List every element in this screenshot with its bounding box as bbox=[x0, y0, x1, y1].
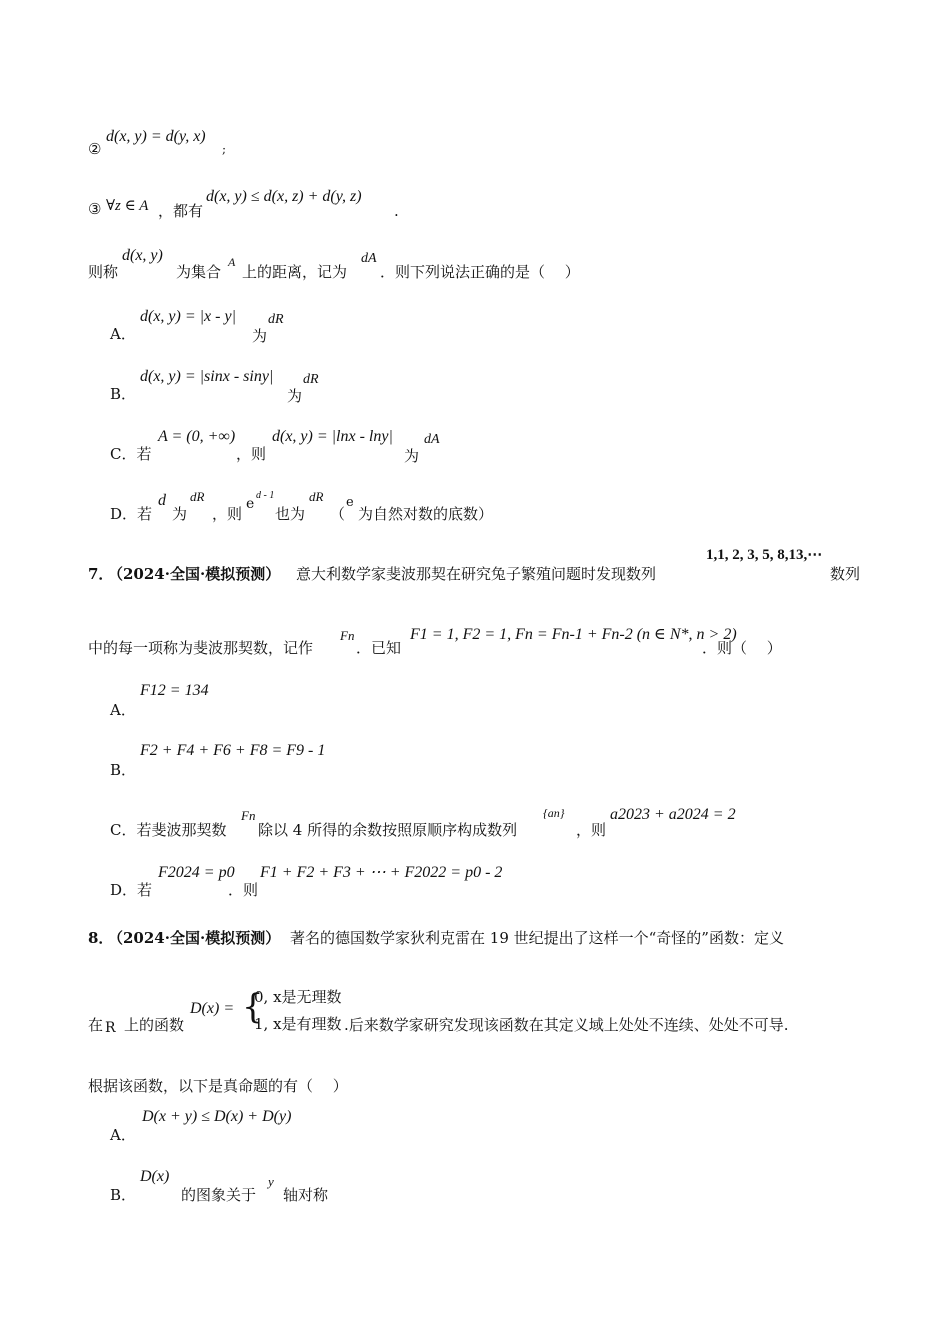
item-3-quantifier: ∀z ∈ A bbox=[106, 198, 149, 214]
q8-function-name: D(x) = bbox=[190, 1000, 235, 1017]
q8-option-b-label: B． bbox=[110, 1186, 137, 1204]
q8-text: 著名的德国数学家狄利克雷在 19 世纪提出了这样一个“奇怪的”函数：定义 bbox=[290, 929, 784, 947]
q7-number: 7． bbox=[88, 565, 114, 583]
q6-option-b-symbol: dR bbox=[303, 372, 319, 387]
q8-case-rational: 1, x是有理数 bbox=[254, 1015, 342, 1033]
q7-fn-symbol: Fn bbox=[340, 628, 355, 643]
q7-option-a-label: A． bbox=[110, 701, 136, 719]
q6-option-c-text: ，则 bbox=[236, 445, 267, 463]
item-2-marker: ② bbox=[88, 140, 102, 158]
item-2-semicolon: ; bbox=[222, 142, 227, 156]
q6-stem-question: ．则下列说法正确的是（ ） bbox=[380, 263, 580, 281]
q6-option-c-formula: d(x, y) = |lnx - lny| bbox=[272, 428, 393, 445]
q6-option-d-base: e bbox=[246, 496, 255, 512]
item-2-formula: d(x, y) = d(y, x) bbox=[106, 128, 206, 145]
item-3-text: ，都有 bbox=[158, 202, 204, 220]
q6-option-a-label: A． bbox=[110, 325, 136, 343]
q6-option-b-formula: d(x, y) = |sinx - siny| bbox=[140, 368, 274, 385]
q8-option-a-label: A． bbox=[110, 1126, 136, 1144]
item-3-marker: ③ bbox=[88, 200, 102, 218]
q7-recurrence-formula: F1 = 1, F2 = 1, Fn = Fn-1 + Fn-2 (n ∈ N*, n > 2) bbox=[410, 626, 737, 643]
q6-option-c-domain: A = (0, +∞) bbox=[158, 428, 236, 445]
q6-stem-text: 则称 bbox=[88, 263, 119, 281]
q7-option-d-text: ．则 bbox=[228, 881, 259, 899]
q7-option-d-formula: F1 + F2 + F3 + ⋯ + F2022 = p0 - 2 bbox=[260, 864, 503, 881]
q6-option-d-label: D．若 bbox=[110, 505, 153, 523]
q7-option-a-formula: F12 = 134 bbox=[140, 682, 209, 699]
q7-option-d-condition: F2024 = p0 bbox=[158, 864, 235, 881]
q6-option-a-symbol: dR bbox=[268, 312, 284, 327]
q6-option-b-text: 为 bbox=[287, 387, 303, 405]
q8-source: （2024·全国·模拟预测） bbox=[108, 929, 281, 947]
q8-number: 8． bbox=[88, 929, 114, 947]
q7-text: 意大利数学家斐波那契在研究兔子繁殖问题时发现数列 bbox=[296, 565, 657, 583]
q8-option-a-formula: D(x + y) ≤ D(x) + D(y) bbox=[142, 1108, 292, 1125]
q6-option-d-note: （ bbox=[330, 505, 346, 523]
q8-text: 在 bbox=[88, 1016, 104, 1034]
q8-question: 根据该函数，以下是真命题的有（ ） bbox=[88, 1077, 348, 1095]
q6-option-d-text: ，则 bbox=[212, 505, 243, 523]
q7-source: （2024·全国·模拟预测） bbox=[108, 565, 281, 583]
q6-option-d-e: e bbox=[346, 495, 354, 510]
q8-piecewise-brace: { bbox=[242, 987, 264, 1027]
q7-option-c-text: ，则 bbox=[576, 821, 607, 839]
q7-question: ．则（ ） bbox=[702, 639, 782, 657]
q7-option-c-label: C．若斐波那契数 bbox=[110, 821, 227, 839]
q7-option-c-symbol: Fn bbox=[241, 808, 256, 823]
q6-stem-text: 为集合 bbox=[176, 263, 222, 281]
q8-option-b-axis: y bbox=[268, 1174, 274, 1189]
q8-text: .后来数学家研究发现该函数在其定义域上处处不连续、处处不可导. bbox=[344, 1016, 789, 1034]
q7-option-b-label: B． bbox=[110, 761, 137, 779]
q6-distance-symbol: dA bbox=[361, 251, 377, 266]
q6-option-d-symbol: d bbox=[158, 492, 166, 509]
q6-option-c-text: 为 bbox=[404, 447, 420, 465]
q6-option-d-text: 为 bbox=[172, 505, 188, 523]
q7-option-c-text: 除以 4 所得的余数按照原顺序构成数列 bbox=[258, 821, 518, 839]
q8-option-b-formula: D(x) bbox=[140, 1168, 170, 1185]
q7-text: ．已知 bbox=[356, 639, 402, 657]
q8-case-irrational: 0, x是无理数 bbox=[254, 988, 342, 1006]
q8-text: 上的函数 bbox=[124, 1016, 185, 1034]
item-3-period: . bbox=[394, 202, 399, 220]
q6-set-symbol: A bbox=[228, 255, 236, 269]
q8-option-b-text: 的图象关于 bbox=[181, 1186, 257, 1204]
q6-option-b-label: B． bbox=[110, 385, 137, 403]
q6-option-a-text: 为 bbox=[252, 327, 268, 345]
item-3-formula: d(x, y) ≤ d(x, z) + d(y, z) bbox=[206, 188, 362, 205]
q8-real-set-symbol: R bbox=[105, 1020, 116, 1036]
q7-option-d-label: D．若 bbox=[110, 881, 153, 899]
q7-option-c-sequence: {an} bbox=[543, 806, 565, 820]
q6-option-c-label: C．若 bbox=[110, 445, 152, 463]
q6-option-d-symbol: dR bbox=[309, 489, 324, 504]
q8-option-b-text: 轴对称 bbox=[283, 1186, 329, 1204]
q6-option-d-symbol: dR bbox=[190, 489, 205, 504]
q7-option-b-formula: F2 + F4 + F6 + F8 = F9 - 1 bbox=[140, 742, 326, 759]
q7-text: 中的每一项称为斐波那契数，记作 bbox=[88, 639, 314, 657]
q7-sequence: 1,1, 2, 3, 5, 8,13,⋯ bbox=[706, 547, 823, 563]
q6-stem-formula: d(x, y) bbox=[122, 247, 163, 264]
q6-stem-text: 上的距离，记为 bbox=[242, 263, 348, 281]
q7-text: 数列 bbox=[830, 565, 861, 583]
q6-option-a-formula: d(x, y) = |x - y| bbox=[140, 308, 236, 325]
q6-option-d-exponent: d - 1 bbox=[256, 490, 275, 501]
q6-option-c-symbol: dA bbox=[424, 432, 440, 447]
q7-option-c-formula: a2023 + a2024 = 2 bbox=[610, 806, 736, 823]
q6-option-d-note: 为自然对数的底数） bbox=[358, 505, 494, 523]
q6-option-d-text: 也为 bbox=[275, 505, 306, 523]
